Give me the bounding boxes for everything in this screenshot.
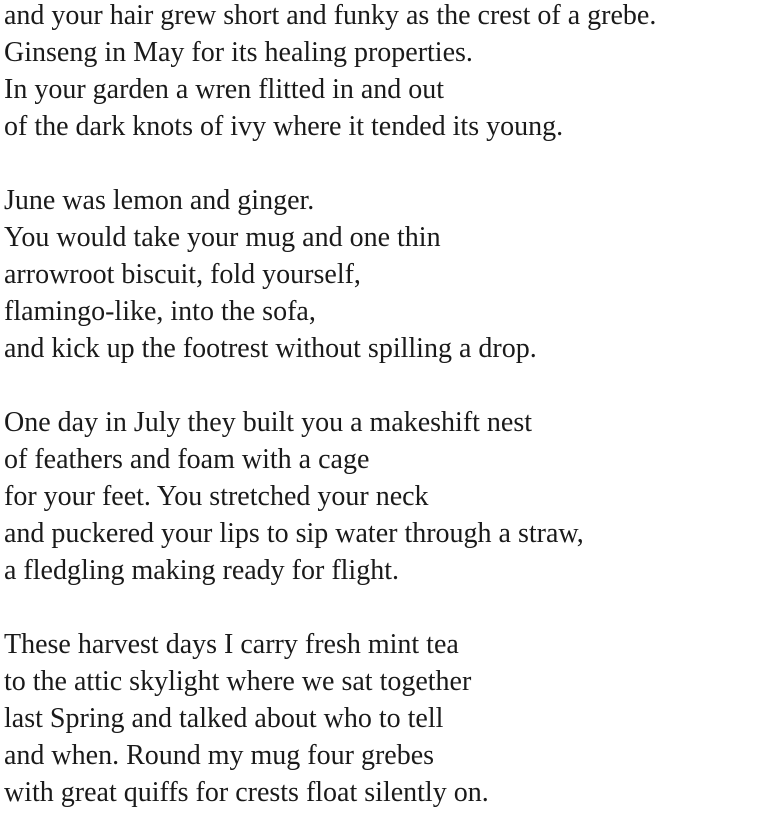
poem-line: and puckered your lips to sip water through a straw, xyxy=(4,518,584,549)
stanza-1 xyxy=(4,0,764,145)
poem-line: One day in July they built you a makeshift nest xyxy=(4,407,533,438)
poem-line: of the dark knots of ivy where it tended its young. xyxy=(4,111,564,142)
poem-line: last Spring and talked about who to tell xyxy=(4,703,444,734)
poem-line: a fledgling making ready for flight. xyxy=(4,555,399,586)
poem-line: with great quiffs for crests float silently on. xyxy=(4,777,489,808)
poem-line: to the attic skylight where we sat together xyxy=(4,666,472,697)
poem-line: and your hair grew short and funky as the crest of a grebe. xyxy=(4,0,657,31)
poem-line: These harvest days I carry fresh mint tea xyxy=(4,629,459,660)
poem-line: Ginseng in May for its healing properties. xyxy=(4,37,473,68)
poem-text xyxy=(4,0,764,811)
poem-line: In your garden a wren flitted in and out xyxy=(4,74,445,105)
poem-line: of feathers and foam with a cage xyxy=(4,444,370,475)
poem-line: and when. Round my mug four grebes xyxy=(4,740,435,771)
poem-line: You would take your mug and one thin xyxy=(4,222,441,253)
stanza-4 xyxy=(4,626,764,811)
poem-line: flamingo-like, into the sofa, xyxy=(4,296,316,327)
poem-line: June was lemon and ginger. xyxy=(4,185,315,216)
poem-line: and kick up the footrest without spilling a drop. xyxy=(4,333,537,364)
stanza-3 xyxy=(4,404,764,589)
poem-line: arrowroot biscuit, fold yourself, xyxy=(4,259,361,290)
poem-line: for your feet. You stretched your neck xyxy=(4,481,429,512)
stanza-2 xyxy=(4,182,764,367)
